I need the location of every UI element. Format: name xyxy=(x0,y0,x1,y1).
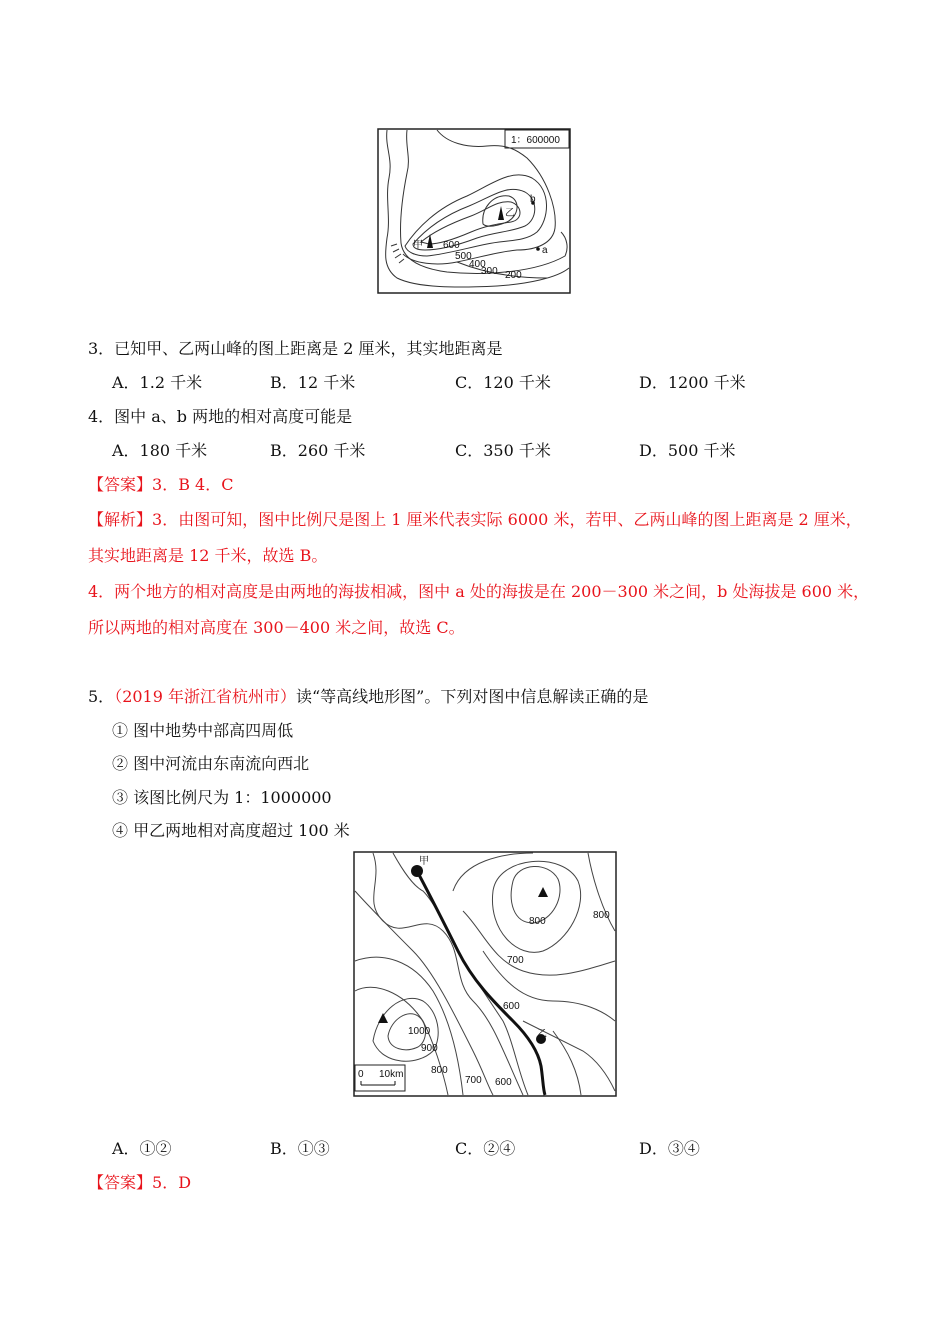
scalebar-unit: 10km xyxy=(379,1069,404,1080)
answer-tag: 【答案】 xyxy=(88,475,153,494)
map2-contour-900: 900 xyxy=(421,1043,438,1054)
map2-contour-600b: 600 xyxy=(495,1077,512,1088)
analysis-line-1 xyxy=(88,507,862,530)
q3-option-c: C．120 千米 xyxy=(455,373,551,392)
q3-option-a: A．1.2 千米 xyxy=(112,373,203,392)
q5-source: （2019 年浙江省杭州市） xyxy=(114,687,296,706)
contour-map-2 xyxy=(353,851,617,1097)
q5-number: 5． xyxy=(88,687,115,706)
q5-text: 读“等高线地形图”。下列对图中信息解读正确的是 xyxy=(296,687,649,706)
contour-map-1 xyxy=(377,128,571,294)
map2-contour-800c: 800 xyxy=(431,1065,448,1076)
analysis-line-4: 所以两地的相对高度在 300－400 米之间，故选 C。 xyxy=(88,618,465,637)
answer-text: 3．B 4．C xyxy=(152,475,234,494)
contour-200: 200 xyxy=(505,270,522,281)
q5-statement-3: ③ 该图比例尺为 1：1000000 xyxy=(112,788,332,807)
contour-300: 300 xyxy=(481,266,498,277)
analysis-line-3: 4．两个地方的相对高度是由两地的海拔相减，图中 a 处的海拔是在 200－300 米之间，b 处海拔是 600 米， xyxy=(88,582,870,601)
q4-option-a: A．180 千米 xyxy=(112,441,208,460)
map2-label-yi: 乙 xyxy=(537,1029,547,1040)
answer-3-4 xyxy=(88,472,233,495)
label-yi: 乙 xyxy=(505,208,515,219)
analysis-tag: 【解析】 xyxy=(88,510,153,529)
q5-option-a: A．①② xyxy=(112,1139,172,1158)
analysis-line-2: 其实地距离是 12 千米，故选 B。 xyxy=(88,546,328,565)
scalebar-zero: 0 xyxy=(358,1069,364,1080)
q4-option-c: C．350 千米 xyxy=(455,441,551,460)
analysis-text-1: 3．由图可知，图中比例尺是图上 1 厘米代表实际 6000 米，若甲、乙两山峰的图上距离是 2 厘米， xyxy=(152,510,862,529)
q5-stem xyxy=(88,684,648,707)
label-a: a xyxy=(542,245,548,256)
q5-statement-4: ④ 甲乙两地相对高度超过 100 米 xyxy=(112,821,350,840)
map2-contour-800b: 800 xyxy=(593,910,610,921)
map2-contour-1000: 1000 xyxy=(408,1026,431,1037)
q5-statement-2: ② 图中河流由东南流向西北 xyxy=(112,754,310,773)
map2-contour-800a: 800 xyxy=(529,916,546,927)
contour-400: 400 xyxy=(469,259,486,270)
scale-label: 1：600000 xyxy=(511,135,560,146)
q5-option-c: C．②④ xyxy=(455,1139,516,1158)
q5-statement-1: ① 图中地势中部高四周低 xyxy=(112,721,294,740)
q5-option-d: D．③④ xyxy=(639,1139,700,1158)
q5-option-b: B．①③ xyxy=(270,1139,330,1158)
answer-5-text: 5．D xyxy=(152,1173,192,1192)
q3-option-b: B．12 千米 xyxy=(270,373,356,392)
answer-5-tag: 【答案】 xyxy=(88,1173,153,1192)
answer-5 xyxy=(88,1170,191,1193)
q4-stem: 4．图中 a、b 两地的相对高度可能是 xyxy=(88,407,353,426)
q4-option-d: D．500 千米 xyxy=(639,441,736,460)
q3-stem: 3．已知甲、乙两山峰的图上距离是 2 厘米，其实地距离是 xyxy=(88,339,503,358)
contour-500: 500 xyxy=(455,251,472,262)
label-b: b xyxy=(530,194,536,205)
map2-contour-600a: 600 xyxy=(503,1001,520,1012)
map2-contour-700b: 700 xyxy=(465,1075,482,1086)
label-jia: 甲 xyxy=(413,240,423,251)
map2-contour-700: 700 xyxy=(507,955,524,966)
q3-option-d: D．1200 千米 xyxy=(639,373,746,392)
q4-option-b: B．260 千米 xyxy=(270,441,366,460)
contour-600: 600 xyxy=(443,240,460,251)
map2-label-jia: 甲 xyxy=(419,856,429,867)
